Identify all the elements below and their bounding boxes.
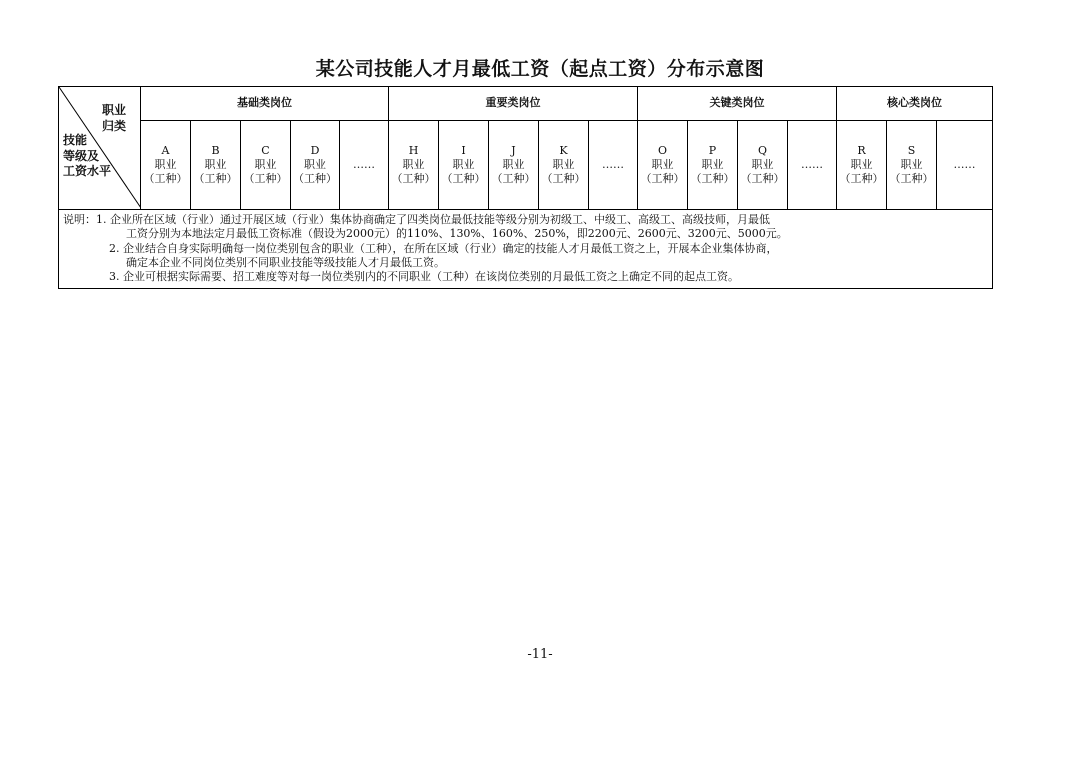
page-number: -11- [527, 647, 553, 662]
job-header-C: C 职业 （工种） [241, 121, 291, 210]
job-ellipsis: …… [589, 121, 638, 210]
note-3: 3. 企业可根据实际需要、招工难度等对每一岗位类别内的不同职业（工种）在该岗位类别的月最低工资之上确定不同的起点工资。 [109, 270, 739, 284]
note-2-line-2: 确定本企业不同岗位类别不同职业技能等级技能人才月最低工资。 [126, 255, 445, 269]
group-header-2: 重要类岗位 [389, 87, 638, 121]
corner-top-label: 职业 归类 [101, 103, 126, 133]
group-header-3: 关键类岗位 [638, 87, 837, 121]
job-header-J: J 职业 （工种） [489, 121, 539, 210]
job-header-Q: Q 职业 （工种） [738, 121, 788, 210]
wage-distribution-table [58, 86, 993, 289]
note-1-line-2: 工资分别为本地法定月最低工资标准（假设为2000元）的110%、130%、160%、250%，即2200元、2600元、3200元、5000元。 [126, 227, 788, 241]
job-header-S: S 职业 （工种） [887, 121, 937, 210]
job-header-I: I 职业 （工种） [439, 121, 489, 210]
job-header-A: A 职业 （工种） [141, 121, 191, 210]
wage-table [58, 86, 993, 289]
note-1-line-1: 说明：1. 企业所在区域（行业）通过开展区域（行业）集体协商确定了四类岗位最低技能等级分别为初级工、中级工、高级工、高级技师，月最低 [63, 213, 770, 226]
corner-bottom-label: 技能 等级及 工资水平 [63, 133, 112, 179]
page-title: 某公司技能人才月最低工资（起点工资）分布示意图 [315, 58, 765, 80]
job-ellipsis: …… [340, 121, 389, 210]
group-header-4: 核心类岗位 [837, 87, 993, 121]
note-2-line-1: 2. 企业结合自身实际明确每一岗位类别包含的职业（工种），在所在区域（行业）确定的技能人才月最低工资之上，开展本企业集体协商， [109, 241, 778, 255]
job-ellipsis: …… [937, 121, 993, 210]
job-header-P: P 职业 （工种） [688, 121, 738, 210]
job-header-B: B 职业 （工种） [191, 121, 241, 210]
explanation-notes [59, 210, 993, 289]
table-corner-header [59, 87, 141, 210]
job-header-D: D 职业 （工种） [291, 121, 340, 210]
job-header-R: R 职业 （工种） [837, 121, 887, 210]
job-header-O: O 职业 （工种） [638, 121, 688, 210]
group-header-1: 基础类岗位 [141, 87, 389, 121]
job-ellipsis: …… [788, 121, 837, 210]
job-header-H: H 职业 （工种） [389, 121, 439, 210]
job-header-K: K 职业 （工种） [539, 121, 589, 210]
